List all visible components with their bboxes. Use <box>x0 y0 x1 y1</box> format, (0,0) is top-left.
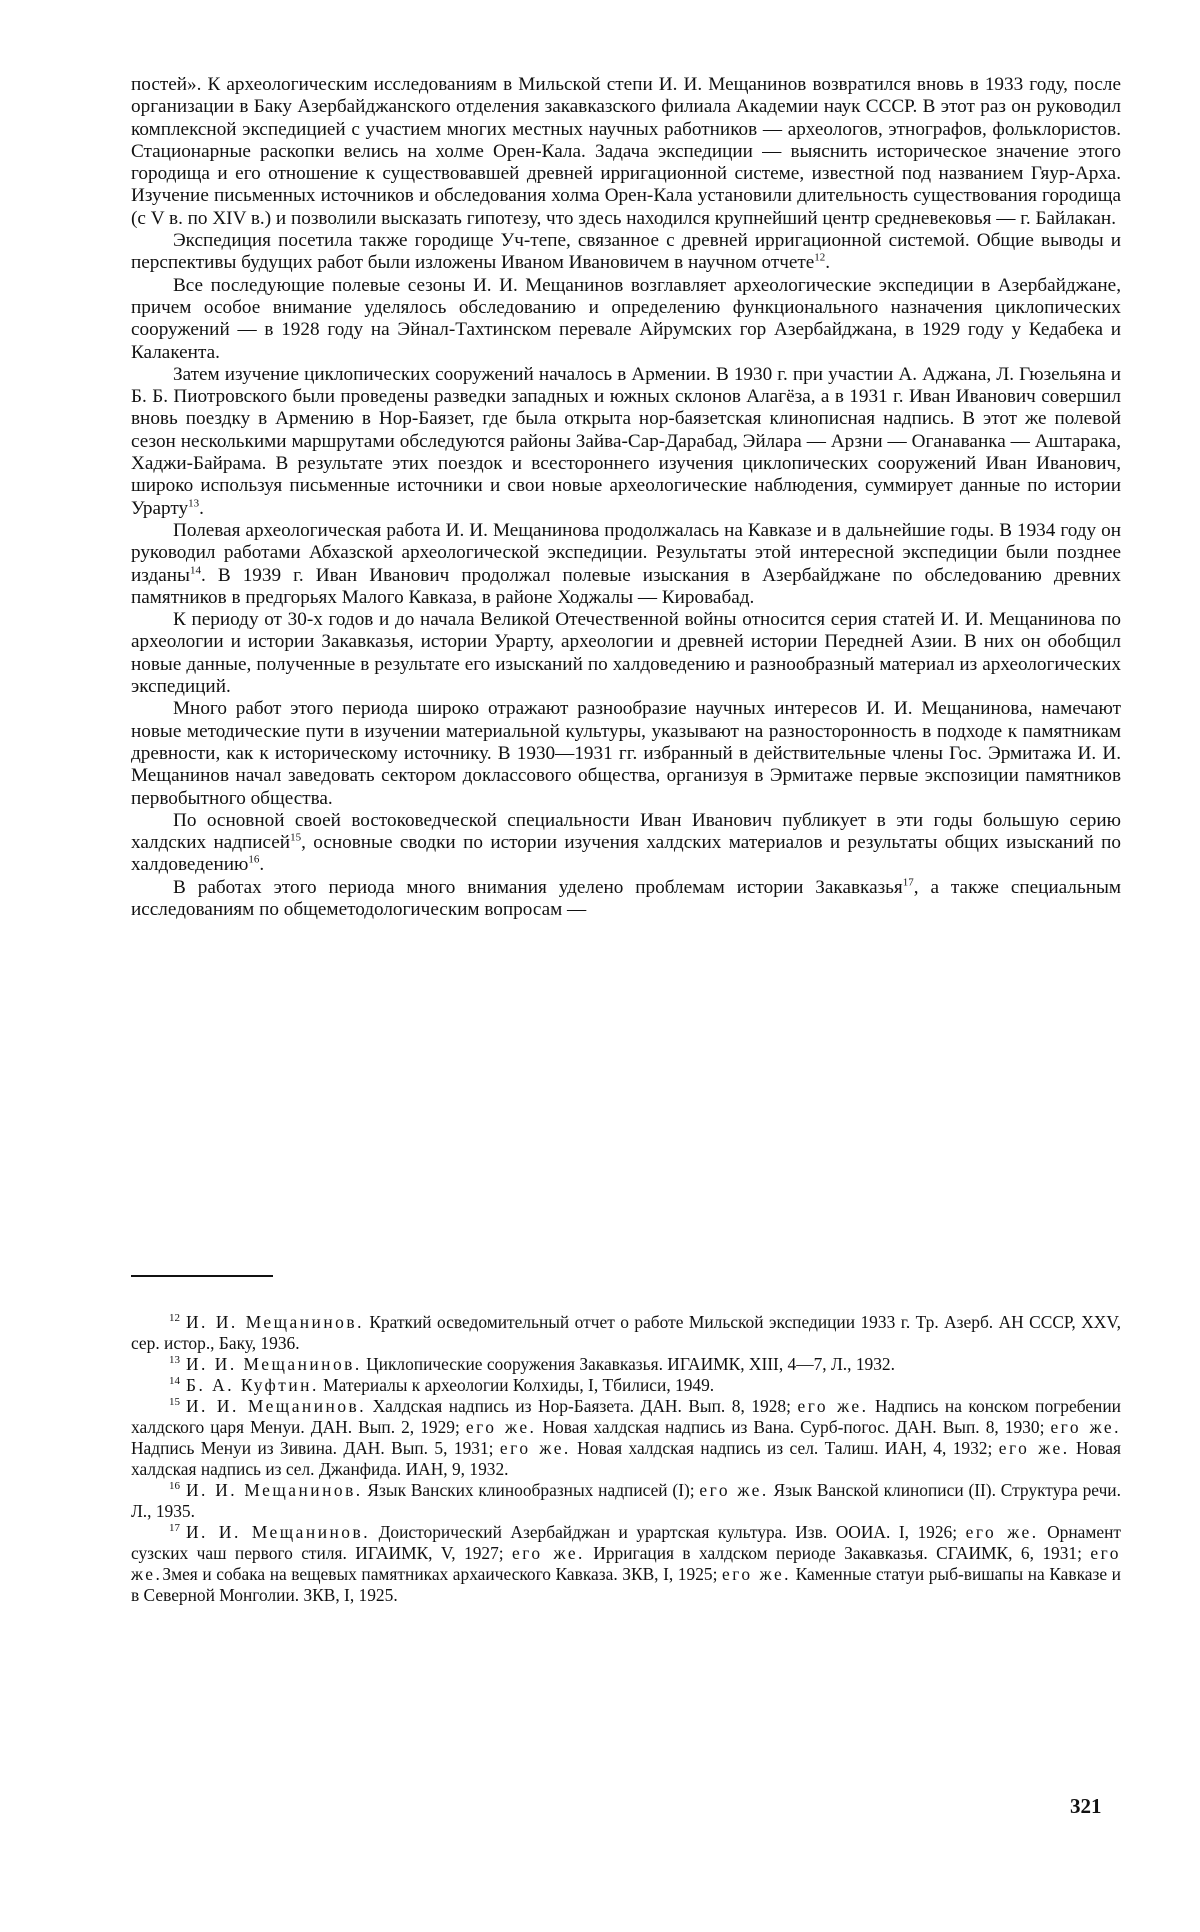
paragraph-text: . <box>199 497 204 519</box>
paragraph-3 <box>131 275 1121 364</box>
footnote-ibid: его же. <box>699 1480 769 1500</box>
footnote-ibid: его же. <box>998 1438 1070 1458</box>
paragraph-5 <box>131 520 1121 609</box>
footnote-text: Ирригация в халдском периоде Закавказья. СГАИМК, 6, 1931; <box>584 1543 1091 1563</box>
footnote-text: Халдская надпись из Нор-Баязета. ДАН. Вып. 8, 1928; <box>366 1396 798 1416</box>
footnote-text: Краткий осведомительный отчет о работе Мильской экспедиции 1933 г. Тр. Азерб. АН СССР, XXV, сер. истор., Баку, 1936. <box>131 1312 1122 1353</box>
footnote-author: И. И. Мещанинов. <box>186 1312 364 1332</box>
footnote-ibid: его же. <box>965 1522 1039 1542</box>
footnote-text: Надпись на конском погребении халдского царя Менуи. ДАН. Вып. 2, 1929; <box>131 1396 1121 1437</box>
paragraph-4 <box>131 364 1121 520</box>
footnote-15 <box>131 1396 1121 1480</box>
paragraph-text: Затем изучение циклопических сооружений началось в Армении. В 1930 г. при участии А. Аджана, Л. Гюзельяна и Б. Б. Пиотровского были проведены разведки западных и южных склонов Алагёза, а в 1931 г. Иван Иванович совершил вновь поездку в Армению в Нор-Баязет, где была открыта нор-баязетская клинописная надпись. В этот же полевой сезон несколькими маршрутами обследуются районы Зайва-Сар-Дарабад, Эйлара — Арзни — Оганаванка — Аштарака, Хаджи-Байрама. В результате этих поездок и всестороннего изучения циклопических сооружений Иван Иванович, широко используя письменные источники и свои новые археологические наблюдения, суммирует данные по истории Урарту <box>131 363 1121 519</box>
footnote-13 <box>131 1354 1121 1375</box>
paragraph-text: . <box>259 854 265 876</box>
footnote-ibid: его же. <box>721 1564 792 1584</box>
footnote-17 <box>131 1522 1121 1606</box>
footnote-14 <box>131 1375 1121 1396</box>
footnote-author: Б. А. Куфтин. <box>186 1375 319 1395</box>
footnote-author: И. И. Мещанинов. <box>186 1522 371 1542</box>
paragraph-text: По основной своей востоковедческой специальности Иван Иванович публикует в эти годы большую серию халдских надписей <box>131 809 1121 854</box>
paragraph-text: Много работ этого периода широко отражают разнообразие научных интересов И. И. Мещанинова, намечают новые методические пути в изучении материальной культуры, указывают на разносторонность в подходе к памятникам древности, как к историческому источнику. В 1930—1931 гг. избранный в действительные члены Гос. Эрмитажа И. И. Мещанинов начал заведовать сектором доклассового общества, организуя в Эрмитаже первые экспозиции памятников первобытного общества. <box>131 698 1121 809</box>
footnote-text: Змея и собака на вещевых памятниках архаического Кавказа. ЗКВ, I, 1925; <box>162 1564 722 1584</box>
paragraph-2 <box>131 230 1121 275</box>
footnote-text: Доисторический Азербайджан и урартская культура. Изв. ООИА. I, 1926; <box>370 1522 966 1542</box>
footnote-text: Новая халдская надпись из сел. Талиш. ИАН, 4, 1932; <box>570 1438 999 1458</box>
footnote-12 <box>131 1312 1121 1354</box>
footnote-text: Надпись Менуи из Зивина. ДАН. Вып. 5, 1931; <box>131 1438 500 1458</box>
footnote-ibid: его же. <box>1050 1417 1121 1437</box>
paragraph-text: Все последующие полевые сезоны И. И. Мещанинов возглавляет археологические экспедиции в Азербайджане, причем особое внимание уделялось обследованию и определению функционального назначения циклопических сооружений — в 1928 году на Эйнал-Тахтинском перевале Айрумских гор Азербайджана, в 1929 году у Кедабека и Калакента. <box>131 274 1121 363</box>
footnote-author: И. И. Мещанинов. <box>186 1354 362 1374</box>
footnote-number: 15 <box>169 1396 180 1409</box>
paragraph-7 <box>131 698 1121 809</box>
footnote-reference: 16 <box>248 854 260 866</box>
paragraph-text: , а также специальным исследованиям по общеметодологическим вопросам — <box>131 876 1121 920</box>
paragraph-text: . <box>825 252 831 274</box>
footnote-ibid: его же. <box>797 1396 869 1416</box>
footnote-author: И. И. Мещанинов. <box>186 1480 363 1500</box>
footnote-ibid: его же. <box>465 1417 537 1437</box>
footnote-number: 16 <box>169 1480 180 1493</box>
paragraph-text: , основные сводки по истории изучения халдских материалов и результаты общих изысканий по халдоведению <box>131 832 1121 876</box>
paragraph-1 <box>131 74 1121 230</box>
footnote-reference: 17 <box>902 876 914 889</box>
paragraph-text: . В 1939 г. Иван Иванович продолжал полевые изыскания в Азербайджане по обследованию древних памятников в предгорьях Малого Кавказа, в районе Ходжалы — Кировабад. <box>131 564 1121 608</box>
footnote-text: Орнамент сузских чаш первого стиля. ИГАИМК, V, 1927; <box>131 1522 1121 1563</box>
footnote-16 <box>131 1480 1121 1522</box>
footnote-number: 12 <box>169 1312 180 1325</box>
paragraph-text: К периоду от 30-х годов и до начала Великой Отечественной войны относится серия статей И. И. Мещанинова по археологии и истории Закавказья, истории Урарту, археологии и древней истории Передней Азии. В них он обобщил новые данные, полученные в результате его изысканий по халдоведению и разнообразный материал из археологических экспедиций. <box>131 609 1121 698</box>
footnote-ibid: его же. <box>131 1543 1121 1584</box>
footnote-ibid: его же. <box>512 1543 585 1563</box>
paragraph-text: В работах этого периода много внимания уделено проблемам истории Закавказья <box>173 876 903 898</box>
footnote-author: И. И. Мещанинов. <box>186 1396 367 1416</box>
footnotes <box>131 1312 1121 1606</box>
footnote-text: Язык Ванской клинописи (II). Структура речи. Л., 1935. <box>131 1480 1121 1521</box>
footnote-number: 13 <box>169 1354 180 1367</box>
paragraph-9 <box>131 877 1121 922</box>
paragraph-6 <box>131 609 1121 698</box>
page-number: 321 <box>1070 1794 1102 1818</box>
paragraph-8 <box>131 810 1121 877</box>
main-text <box>131 74 1121 921</box>
paragraph-text: Полевая археологическая работа И. И. Мещанинова продолжалась на Кавказе и в дальнейшие годы. В 1934 году он руководил работами Абхазской археологической экспедиции. Результаты этой интересной экспедиции были позднее изданы <box>131 519 1121 586</box>
footnote-text: Циклопические сооружения Закавказья. ИГАИМК, XIII, 4—7, Л., 1932. <box>361 1354 895 1374</box>
footnote-separator <box>131 1275 273 1277</box>
footnote-reference: 12 <box>814 251 826 264</box>
footnote-reference: 15 <box>290 831 302 844</box>
paragraph-text: постей». К археологическим исследованиям в Мильской степи И. И. Мещанинов возвратился вновь в 1933 году, после организации в Баку Азербайджанского отделения закавказского филиала Академии наук СССР. В этот раз он руководил комплексной экспедицией с участием многих местных научных работников — археологов, этнографов, фольклористов. Стационарные раскопки велись на холме Орен-Кала. Задача экспедиции — выяснить историческое значение этого городища и его отношение к существовавшей древней ирригационной системе, известной под названием Гяур-Арха. Изучение письменных источников и обследования холма Орен-Кала установили длительность существования городища (с V в. по XIV в.) и позволили высказать гипотезу, что здесь находился крупнейший центр средневековья — г. Байлакан. <box>131 74 1121 229</box>
footnote-text: Новая халдская надпись из Вана. Сурб-погос. ДАН. Вып. 8, 1930; <box>536 1417 1051 1437</box>
paragraph-text: Экспедиция посетила также городище Уч-тепе, связанное с древней ирригационной системой. Общие выводы и перспективы будущих работ были изложены Иваном Ивановичем в научном отчете <box>131 230 1121 274</box>
footnote-text: Материалы к археологии Колхиды, I, Тбилиси, 1949. <box>318 1375 715 1395</box>
footnote-reference: 13 <box>188 497 200 510</box>
footnote-text: Каменные статуи рыб-вишапы на Кавказе и в Северной Монголии. ЗКВ, I, 1925. <box>131 1564 1121 1605</box>
footnote-number: 17 <box>169 1522 180 1535</box>
footnote-ibid: его же. <box>499 1438 571 1458</box>
footnote-reference: 14 <box>189 564 201 577</box>
footnote-text: Новая халдская надпись из сел. Джанфида. ИАН, 9, 1932. <box>131 1438 1121 1479</box>
footnote-number: 14 <box>169 1375 180 1388</box>
footnote-text: Язык Ванских клинообразных надписей (I); <box>362 1480 700 1500</box>
